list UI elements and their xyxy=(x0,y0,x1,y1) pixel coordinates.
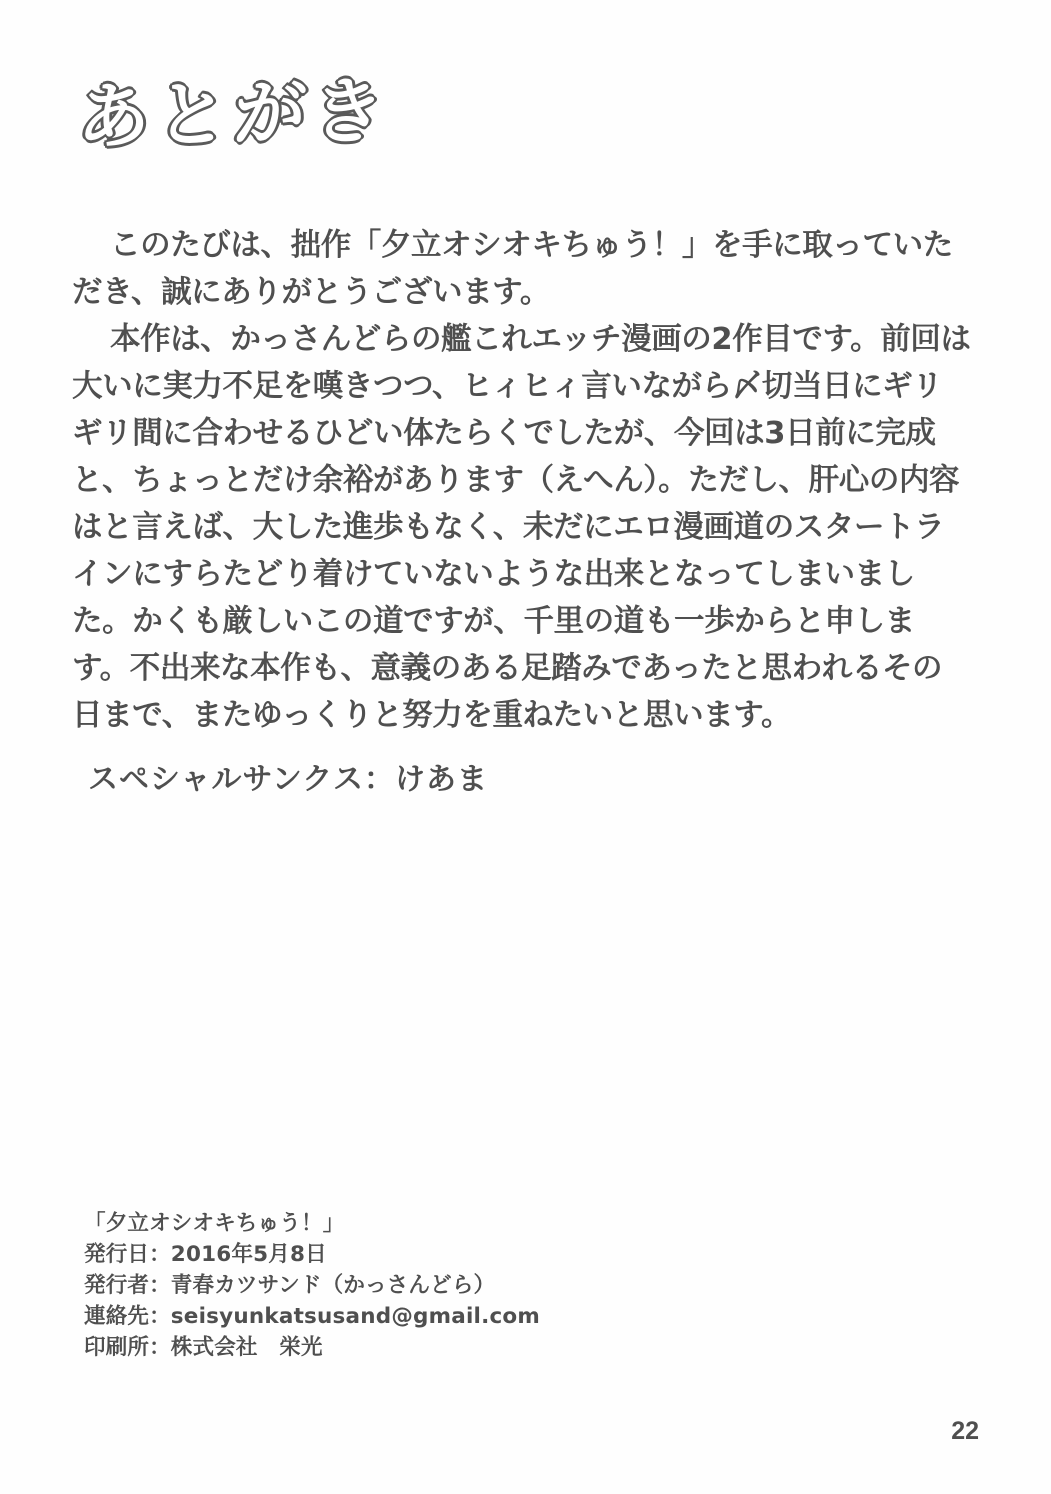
colophon-publisher: 発行者：青春カツサンド（かっさんどら） xyxy=(84,1273,496,1298)
body-paragraph-2: 本作は、かっさんどらの艦これエッチ漫画の2作目です。前回は大いに実力不足を嘆きつつ、ヒィヒィ言いながら〆切当日にギリギリ間に合わせるひどい体たらくでしたが、今回は3日前に完成と、ちょっとだけ余裕があります（えへん）。ただし、肝心の内容はと言えば、大した進歩もなく、未だにエロ漫画道のスタートラインにすらたどり着けていないような出来となってしまいました。かくも厳しいこの道ですが、千里の道も一歩からと申します。不出来な本作も、意義のある足踏みであったと思われるその日まで、またゆっくりと努力を重ねたいと思います。 xyxy=(72,322,971,733)
page-title: あとがき xyxy=(75,68,393,160)
body-paragraph-1: このたびは、拙作「夕立オシオキちゅう！」を手に取っていただき、誠にありがとうございます。 xyxy=(72,228,953,310)
special-thanks-line: スペシャルサンクス：けあま xyxy=(88,762,488,797)
page-number: 22 xyxy=(951,1417,979,1445)
colophon-publish-date: 発行日：2016年5月8日 xyxy=(84,1242,327,1267)
colophon-contact: 連絡先：seisyunkatsusand@gmail.com xyxy=(84,1304,540,1329)
afterword-body xyxy=(72,222,972,739)
colophon-printer: 印刷所：株式会社 栄光 xyxy=(84,1335,323,1360)
colophon-work-title: 「夕立オシオキちゅう！」 xyxy=(84,1211,345,1236)
colophon-block xyxy=(84,1208,784,1363)
